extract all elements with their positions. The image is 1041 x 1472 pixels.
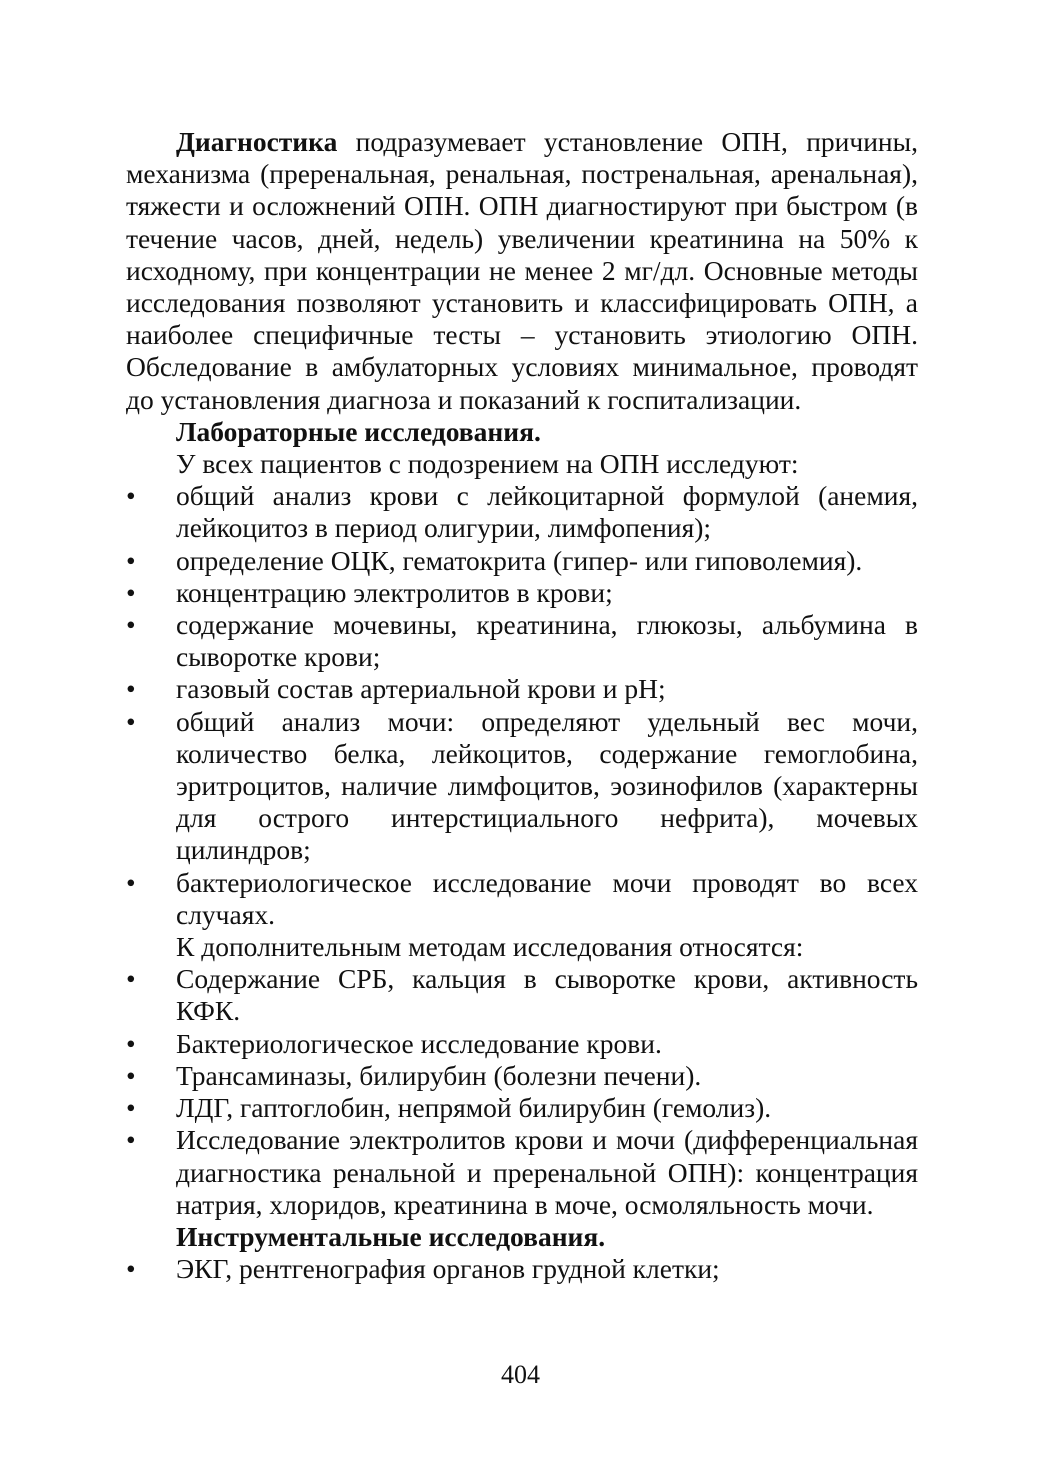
list-item: • ЛДГ, гаптоглобин, непрямой билирубин (гемолиз).	[126, 1092, 772, 1124]
list-item: • содержание мочевины, креатинина, глюкозы, альбумина в сыворотке крови;	[126, 609, 918, 673]
additional-list	[126, 963, 918, 1221]
instrumental-heading: Инструментальные исследования.	[176, 1220, 606, 1252]
lab-heading: Лабораторные исследования.	[176, 415, 541, 447]
list-item: • Содержание СРБ, кальция в сыворотке крови, активность КФК.	[126, 963, 918, 1027]
bullet-icon: •	[126, 1092, 136, 1124]
list-item: • определение ОЦК, гематокрита (гипер- или гиповолемия).	[126, 544, 863, 576]
list-item: • концентрацию электролитов в крови;	[126, 576, 613, 608]
bullet-icon: •	[126, 1253, 136, 1285]
bullet-icon: •	[126, 866, 136, 898]
intro-bold-term: Диагностика	[176, 126, 338, 157]
lab-lead: У всех пациентов с подозрением на ОПН исследуют:	[176, 448, 799, 480]
list-item: • Бактериологическое исследование крови.	[126, 1027, 662, 1059]
list-item: • общий анализ крови с лейкоцитарной формулой (анемия, лейкоцитоз в период олигурии, лимфопения);	[126, 480, 918, 544]
list-item: • Трансаминазы, билирубин (болезни печени).	[126, 1059, 702, 1091]
intro-text: подразумевает установление ОПН, причины, механизма (преренальная, ренальная, постренальная, аренальная), тяжести и осложнений ОПН. ОПН диагностируют при быстром (в течение часов, дней, недель) увеличении креатинина на 50% к исходному, при концентрации не менее 2 мг/дл. Основные методы исследования позволяют установить и классифицировать ОПН, а наиболее специфичные тесты – установить этиологию ОПН. Обследование в амбулаторных условиях минимальное, проводят до установления диагноза и показаний к госпитализации.	[126, 126, 918, 415]
list-item: • ЭКГ, рентгенография органов грудной клетки;	[126, 1253, 720, 1285]
bullet-icon: •	[126, 705, 136, 737]
bullet-icon: •	[126, 544, 136, 576]
list-item: • газовый состав артериальной крови и pH;	[126, 673, 666, 705]
intro-paragraph	[126, 126, 918, 416]
additional-lead: К дополнительным методам исследования относятся:	[176, 931, 804, 963]
list-item: • общий анализ мочи: определяют удельный вес мочи, количество белка, лейкоцитов, содержание гемоглобина, эритроцитов, наличие лимфоцитов, эозинофилов (характерны для острого интерстициального нефрита), мочевых цилиндров;	[126, 705, 918, 866]
bullet-icon: •	[126, 1027, 136, 1059]
instrumental-list	[126, 1253, 918, 1285]
page-number: 404	[501, 1360, 540, 1389]
bullet-icon: •	[126, 609, 136, 641]
bullet-icon: •	[126, 673, 136, 705]
lab-list	[126, 480, 918, 931]
list-item: • Исследование электролитов крови и мочи (дифференциальная диагностика ренальной и преренальной ОПН): концентрация натрия, хлоридов, креатинина в моче, осмоляльность мочи.	[126, 1124, 918, 1220]
bullet-icon: •	[126, 1124, 136, 1156]
bullet-icon: •	[126, 480, 136, 512]
bullet-icon: •	[126, 963, 136, 995]
bullet-icon: •	[126, 1059, 136, 1091]
list-item: • бактериологическое исследование мочи проводят во всех случаях.	[126, 866, 918, 930]
bullet-icon: •	[126, 576, 136, 608]
page-content	[126, 126, 918, 1285]
